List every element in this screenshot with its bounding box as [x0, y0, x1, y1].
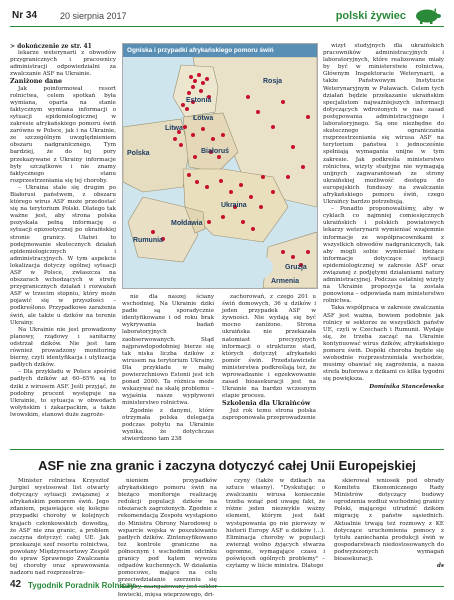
- header-rule: [10, 26, 444, 27]
- footer-rule: [120, 586, 444, 587]
- map-title: Ogniska i przypadki afrykańskiego pomoru świń: [123, 44, 317, 57]
- paragraph: lekarze weterynarii z obwodów przygranicznych i pracownicy administracji odpowiedzialni za zwalczanie ASF na Ukrainie.: [10, 50, 116, 78]
- article-column-3: [222, 294, 316, 422]
- page-number: 42: [10, 579, 22, 590]
- paragraph: czyny (także w dzikach na sztuce własny). "Dyskutując o zwalczaniu wirusa koniecznie trzeba wziąć pod uwagę fakt, że różne jeden niezwykle ważny element, którym jest fakt występowania go nie pierwszy w historii Europy ASF u dzików (...). Eliminacja choroby w populacji zwierząt wolno żyjących stwarza ogromne, wymagające czasu i poświęceń ogólnych problemy" – czytamy w liście ministra. Dlatego: [226, 478, 325, 570]
- article2-column-3: [226, 478, 325, 570]
- country-label: Polska: [127, 150, 150, 157]
- article-column-1: [10, 43, 116, 419]
- continuation-note: > dokończenie ze str. 41: [10, 43, 92, 50]
- paragraph: Taka współpraca w zakresie zwalczania ASF jest ważna, bowiem podobnie jak rolnicy w sektorze ze wszystkich państw UE, czyli w Czechach i Rumunii. Wydaje się, że trzeba zacząć na Ukrainie kontynuować wirus dzików, afrykańskiego pomoru świń. Dopóki choroba będzie się swobodnie rozprzestrzeniała wschodzie, musimy obawiać się zagrożenia, a nasza strefa buforowa z dzikami co kilka tygodni się powiększa.: [323, 305, 444, 383]
- paragraph: skierował wniosek pod obrady Komitetu Ekonomicznego Rady Ministrów dotyczący budowy ogrodzenia wzdłuż wschodniej granicy Polski, mającego utrudnić dzikom migrację z państw sąsiednich. Aktualnie trwają też rozmowy z KE dotyczące uruchomienia pomocy z tytułu zaniechania produkcji świń w gospodarstwach niedostosowanych do podwyższonych wymagań bioasekuracji.: [334, 478, 444, 563]
- paragraph: wizyt studyjnych dla ukraińskich pracowników administracyjnych i laboratoryjnych, które realizowane miały by być w ministerstwie rolnictwa, Głównym Inspektoracie Weterynarii, a także Państwowym Instytucie Weterynaryjnym w Puławach. Celem tych działań będzie przekazanie ukraińskim specjalistom najważniejszych informacji dotyczących wdrożonych w nas zasad postępowania administracyjnego i laboratoryjnego. Są one niezbędne do skutecznego ograniczania rozprzestrzeniania się wirusa ASF na terytorium państwa i jednocześnie spełniają wymagania unijne w tym zakresie. Jak podkreśla ministerstwo rolnictwa, wizyty studyjne nie wymagają unijnych zagwarantowań ze strony ukraińskiej możliwość dostępu do europejskich funduszy na zwalczanie afrykańskiego pomoru świń, czego Ukraińcy bardzo potrzebują.: [323, 43, 444, 206]
- paragraph: Na Ukrainie nie jest prowadzony planowy, rządowy i sanitarny odstrzał dzików. Nie jest tam również prowadzony monitoring bierny, czyli identyfikacja i utylizacja padłych dzików.: [10, 326, 116, 369]
- country-label: Ukraina: [221, 202, 247, 209]
- paragraph: Zgodnie z danymi, które otrzymała polska delegacja podczas pobytu na Ukrainie wynika, że dotychczas stwierdzono tam 238: [122, 407, 214, 442]
- map-graphic: [123, 57, 317, 288]
- country-label: Rumunia: [133, 237, 163, 244]
- article2-column-4: [334, 478, 444, 570]
- author-signature: Dominika Stancelewska: [369, 383, 444, 390]
- country-label: Białoruś: [201, 148, 230, 155]
- country-label: Estonia: [186, 97, 212, 104]
- author-initials: ds: [436, 563, 444, 570]
- country-label: Litwa: [165, 125, 183, 132]
- paragraph: zachorowań, z czego 201 u świń domowych, 36 u dzików i jeden przypadek ASF w żywności. Nie wydają się być mocno zaniżone. Strona ukraińska nie przekazała natomiast precyzyjnych informacji o strukturze stad, których dotyczył afrykański pomór świń. Przedstawiciele ministerstwa podkreślają też, że wprowadzanie i egzekwowanie zasad bioasekuracji jest na Ukrainie na bardzo wczesnym etapie procesu.: [222, 294, 316, 400]
- country-label: Mołdawia: [171, 220, 203, 227]
- pig-icon: [412, 7, 442, 25]
- black-sea: [193, 249, 273, 285]
- country-label: Gruzja: [285, 264, 307, 271]
- page-footer: [10, 578, 444, 592]
- paragraph: Jak poinformował resort rolnictwa, celem spotkań była wymiana, oparta na stanie faktycznym wymiana informacji o sytuacji epidemiologicznej w zakresie afrykańskiego pomoru świń zarówno w Polsce, jak i na Ukrainie, ze szczególnym uwzględnieniem obszaru nadgranicznego. Tym bardziej, że do tej pory przekazywane z Ukrainy informacje były szczątkowe i nie znamy faktycznego stanu rozprzestrzeniania się tej choroby.: [10, 85, 116, 184]
- asf-outbreak-map: [122, 43, 318, 289]
- paragraph: Minister rolnictwa Krzysztof Jurgiel wystosował list otwarty dotyczący sytuacji związanej z afrykańskim pomorem świń. Jego zdaniem, pojawiające się kolejne przypadki choroby w kolejnych krajach członkowskich dowodzą, że ASF nie zna granic, a problem zaczyna dotyczyć całej UE. Jak przekazuje szef resortu rolnictwa, powołany Międzyresortowy Zespół do spraw Sprawnego Zwalczania tej choroby oraz sprawowania nadzoru nad rozprzestrze-: [10, 478, 109, 577]
- section-divider: [10, 449, 444, 450]
- paragraph: – Dla przykładu w Polsce spośród padłych dzików aż 60–65% są to dziki z wirusem ASF. Jeśli przyjąć, że podobny procent występuje na Ukrainie, to sytuacja w obwodach wołyńskim i żakarpackim, a także lwowskim, stanowi duże zagroże-: [10, 369, 116, 418]
- country-label: Rosja: [263, 78, 283, 85]
- country-label: Armenia: [271, 278, 300, 285]
- paragraph: – Ponadto proponowaliśmy, aby w cyklach co najmniej comiesięcznych ukraińskich i polskich powiatowych lekarzy weterynarii wymieniać wzajemnie informacje ze współpracownikami z wszystkich obwodów nadgranicznych, tak aby mogli sobie wymieniać bieżące informacje dotyczące sytuacji epidemiologicznej w zakresie ASF oraz związanej z podjętymi działaniami natury administracyjnej. Podczas ostatniej wizyty na Ukrainie propozycja ta została ponowiona – odpowiada nam ministerstwo rolnictwa.: [323, 206, 444, 305]
- paragraph: nieniem przypadków afrykańskiego pomoru świń na bieżąco monitoruje realizację redukcji populacji dzików na obszarach zagrożonych. Zgodnie z rekomendacją Zespołu wystąpiono do Ministra Obrony Narodowej o wsparcie wojska w poszukiwaniu padłych dzików. Zintensyfikowano też kontrole graniczne na północnym i wschodnim odcinku granicy pod kątem wywozu odpadów kuchennych. W działania pomocowe, mające na celu przeciwdziałanie szerzeniu się choroby, zaangażowany jest sektor łowiecki, mięsa wieprzowego, dri-: [118, 478, 217, 598]
- article-headline: ASF nie zna granic i zaczyna dotyczyć całej Unii Europejskiej: [38, 458, 416, 473]
- paragraph: Już rok temu strona polska zaproponowała przeprowadzenie: [222, 407, 316, 421]
- paragraph: nie dla naszej ściany wschodniej. Na Ukrainie dziki padłe są sporadycznie identyfikowane i od roku brak wykrywania badań laboratoryjnych zaobserwowanych. Stąd najprawdopodobniej bierze się tak niska liczba dzików z wirusem na terytorium Ukrainy. Dla przykładu w małej powierzchniowo Estonii jest ich ponad 2000. Ta różnica może wskazywać na skalę problemu – wyjaśnia nasze wypływowi ministerstwo rolnictwa.: [122, 294, 214, 407]
- article-column-2: [122, 294, 214, 443]
- section-brand: polski żywiec: [335, 10, 406, 22]
- issue-number: Nr 34: [12, 10, 38, 21]
- paragraph: – Ukraina stale się drugim po Białorusi państwem, z obszaru którego wirus ASF może przedostać się na terytorium Polski. Dlatego tak ważne jest, aby strona polska pozyskała pełną informację o sytuacji epizootycznej po ukraińskiej stronie granicy. Ułatwi to podejmowanie skutecznych działań epidemiologicznych i administracyjnych. W tym aspekcie lokalizacja dotyczy ogólnej sytuacji ASF w Polsce, zwłaszcza na obszarach wchodzących w strefę przygranicznych działań i rozważań ASF w trzecim stopniu, który może pojawić się w przyszłości – podkreślono. Przypadkowe zarażenia świń, ale także u dzików na terenie Ukrainy.: [10, 184, 116, 326]
- article-column-4: [323, 43, 444, 391]
- country-label: Łotwa: [193, 115, 214, 122]
- subheading: Szkolenia dla Ukraińców: [222, 399, 311, 408]
- article2-column-1: [10, 478, 109, 577]
- subheading: Zaniżone dane: [10, 77, 63, 86]
- land-baltics: [173, 65, 218, 117]
- page-header: [0, 0, 454, 38]
- issue-date: 20 sierpnia 2017: [60, 11, 127, 21]
- publication-logo: Tygodnik Poradnik Rolniczy: [28, 581, 135, 590]
